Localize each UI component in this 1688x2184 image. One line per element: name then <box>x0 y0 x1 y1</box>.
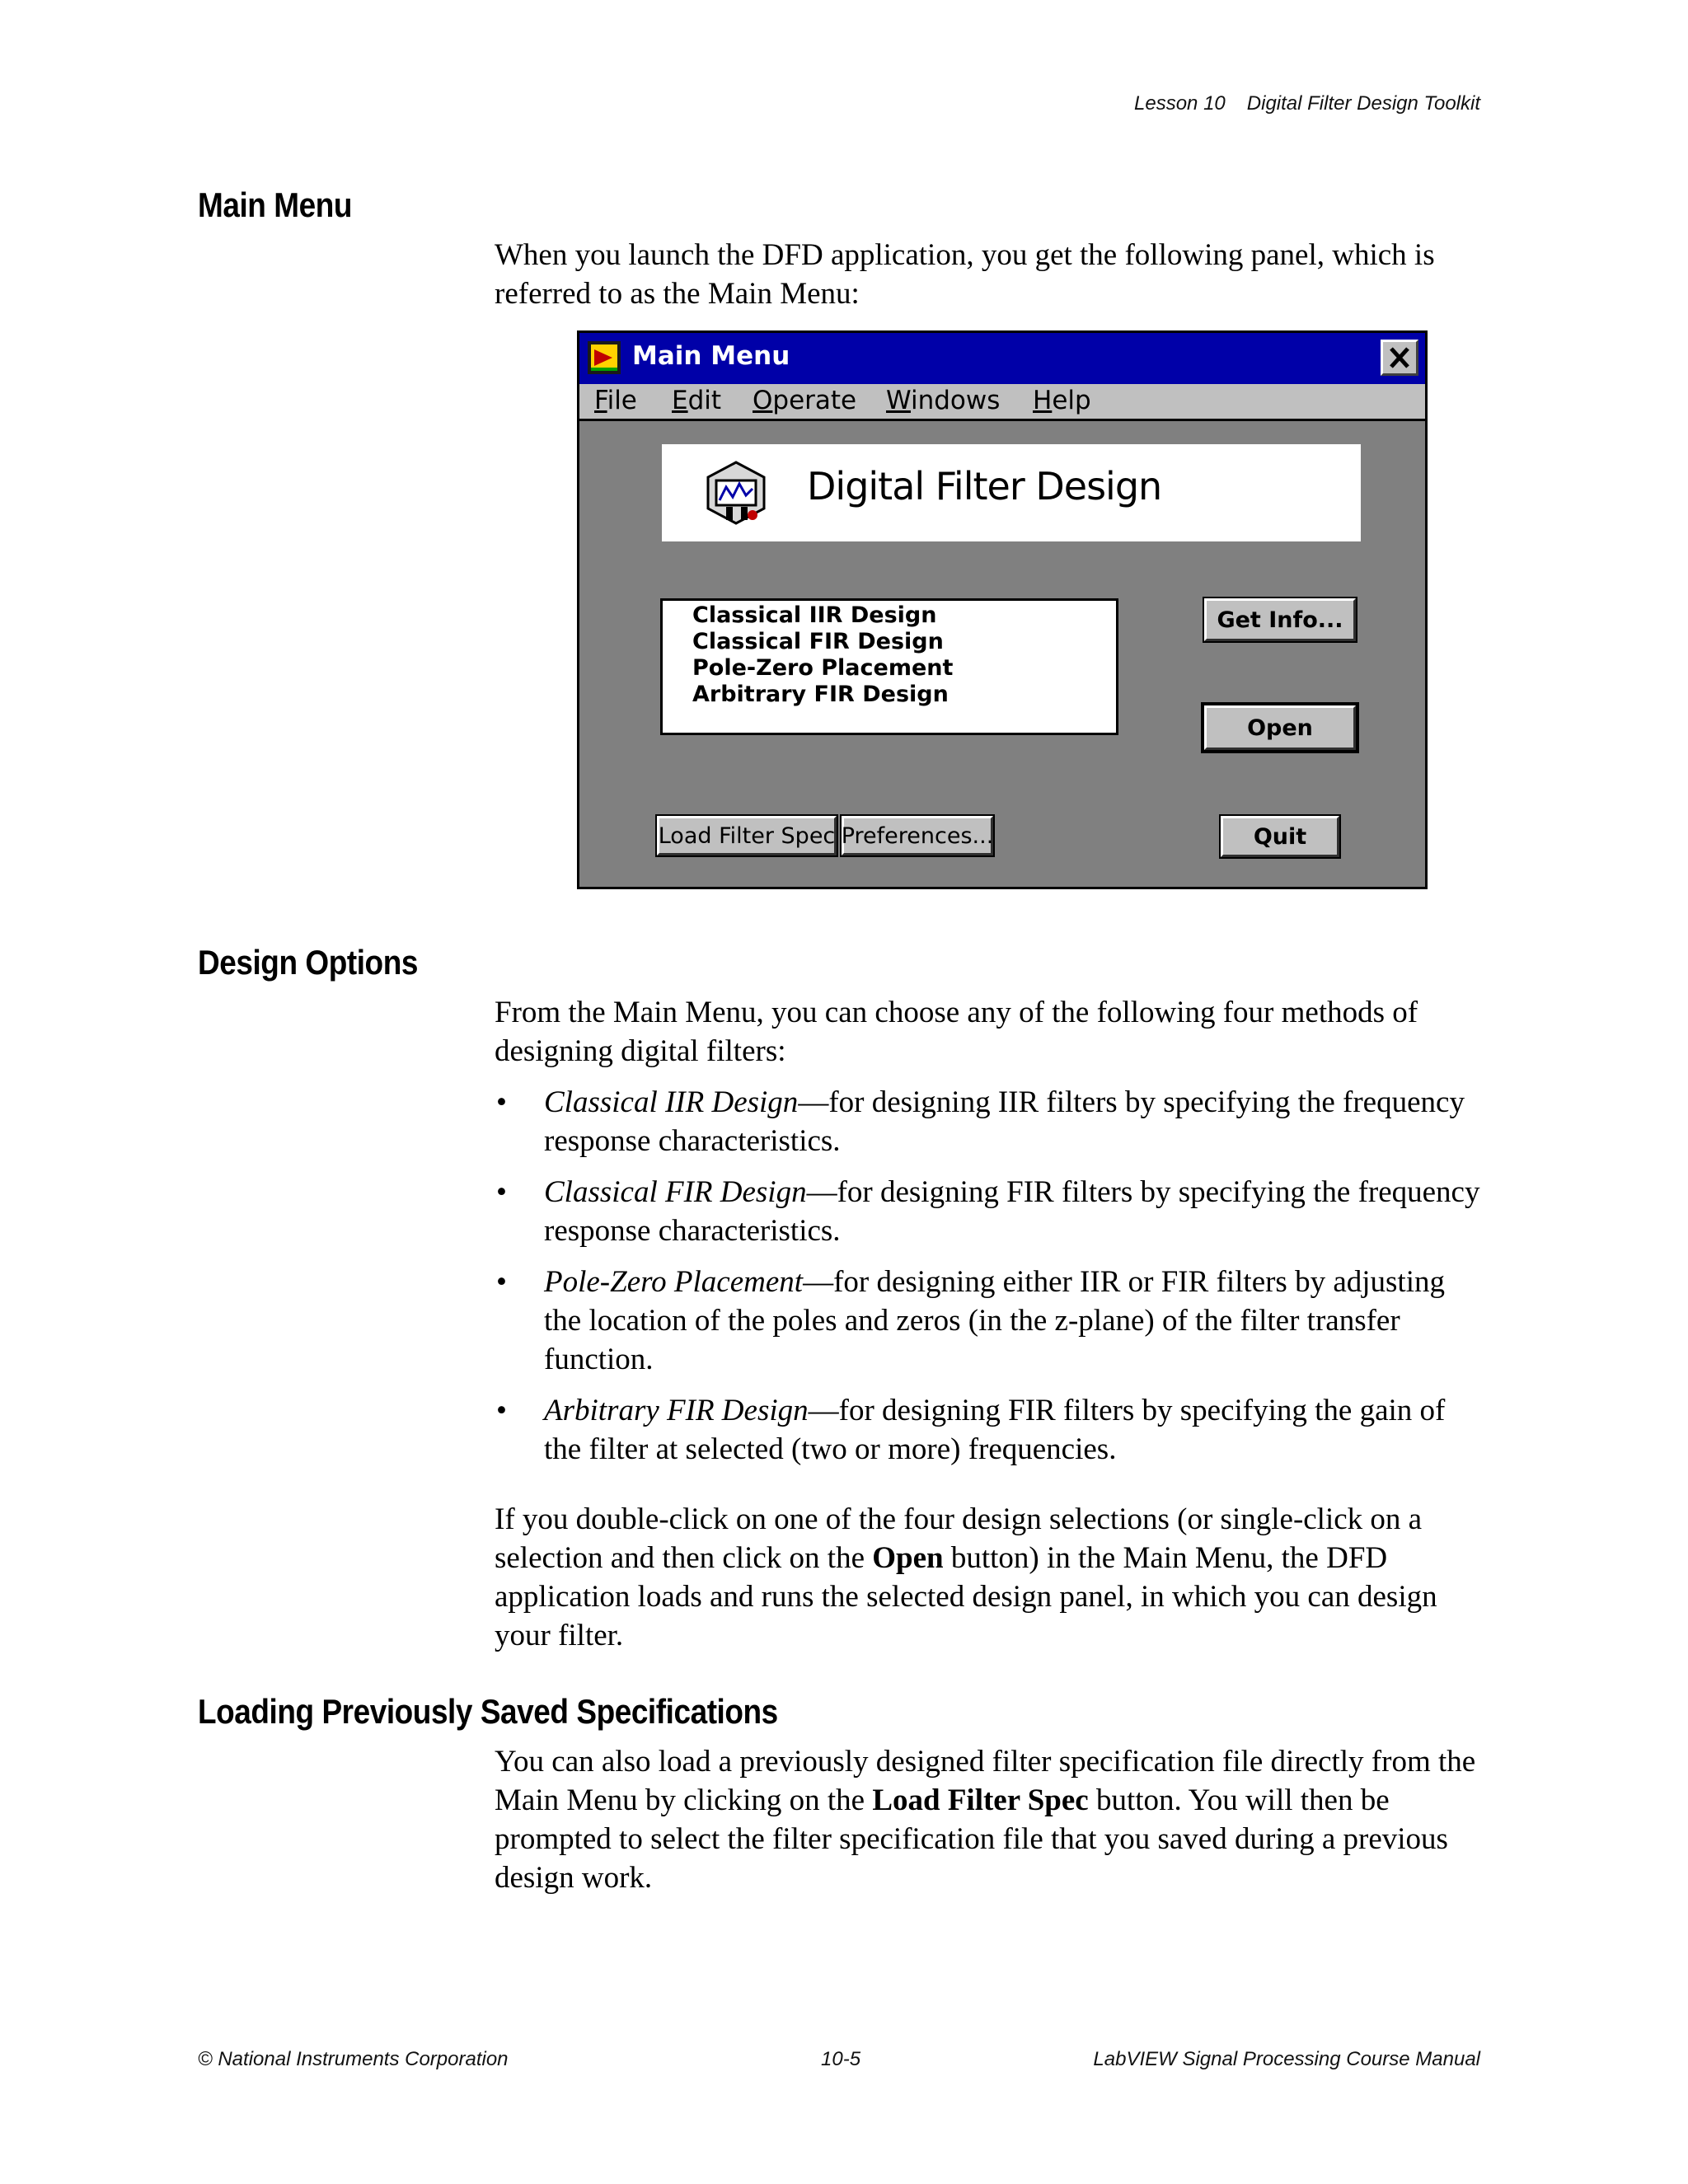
method-description: —for designing FIR filters by specifying the gain of the filter at selected (two or more) frequencies. <box>544 1394 1446 1466</box>
open-button[interactable]: Open <box>1204 705 1356 750</box>
list-item[interactable]: Pole-Zero Placement <box>692 655 954 681</box>
window-titlebar <box>579 333 1425 384</box>
menu-help[interactable]: Help <box>1033 386 1091 415</box>
design-options-body <box>495 993 1489 1655</box>
filter-design-logo-icon <box>701 459 771 527</box>
method-description: —for designing either IIR or FIR filters by adjusting the location of the poles and zeros (in the z-plane) of the filter transfer function. <box>544 1265 1445 1376</box>
method-name: Pole-Zero Placement <box>544 1265 804 1299</box>
list-item <box>495 1391 1489 1469</box>
window-title: Main Menu <box>632 341 790 371</box>
menu-bar <box>579 384 1425 421</box>
method-name: Classical IIR Design <box>544 1085 799 1119</box>
footer-page-number: 10-5 <box>821 2048 861 2070</box>
list-item[interactable]: Arbitrary FIR Design <box>692 682 949 707</box>
logo-panel <box>662 444 1361 541</box>
loading-specs-paragraph <box>495 1742 1489 1897</box>
design-options-intro: From the Main Menu, you can choose any of the following four methods of designing digital filters: <box>495 996 1418 1068</box>
footer-manual-title: LabVIEW Signal Processing Course Manual <box>1093 2048 1480 2070</box>
list-item[interactable]: Classical FIR Design <box>692 629 944 654</box>
running-header <box>1134 92 1480 115</box>
design-selection-listbox[interactable] <box>660 598 1118 735</box>
labview-app-icon <box>586 340 622 376</box>
method-description: —for designing FIR filters by specifying the frequency response characteristics. <box>544 1175 1480 1248</box>
para-bold-open: Open <box>872 1541 944 1575</box>
heading-loading-specs: Loading Previously Saved Specifications <box>198 1692 778 1731</box>
list-item <box>495 1083 1489 1160</box>
menu-edit[interactable]: Edit <box>672 386 722 415</box>
heading-main-menu: Main Menu <box>198 185 352 224</box>
para-text: button. You will then be prompted to select the filter specification file that you saved during a previous design work. <box>495 1783 1448 1895</box>
method-description: —for designing IIR filters by specifying the frequency response characteristics. <box>544 1085 1465 1158</box>
menu-operate[interactable]: Operate <box>753 386 857 415</box>
main-menu-intro <box>495 236 1489 313</box>
close-button[interactable] <box>1381 340 1418 376</box>
list-item <box>495 1263 1489 1379</box>
para-bold-load-filter-spec: Load Filter Spec <box>872 1783 1089 1817</box>
logo-title: Digital Filter Design <box>807 464 1162 509</box>
list-item <box>495 1173 1489 1250</box>
para-text: button) in the Main Menu, the DFD application loads and runs the selected design panel, in which you can design your filter. <box>495 1541 1437 1652</box>
quit-button[interactable]: Quit <box>1221 816 1339 857</box>
para-text: If you double-click on one of the four design selections (or single-click on a selection and then click on the <box>495 1502 1423 1575</box>
method-name: Classical FIR Design <box>544 1175 807 1209</box>
loading-specs-body <box>495 1742 1489 1897</box>
para-text: You can also load a previously designed filter specification file directly from the Main Menu by clicking on the <box>495 1745 1476 1817</box>
running-header-title: Digital Filter Design Toolkit <box>1246 92 1480 115</box>
menu-file[interactable]: File <box>594 386 637 415</box>
get-info-button[interactable]: Get Info... <box>1204 598 1356 641</box>
main-menu-window-screenshot <box>577 330 1428 889</box>
footer-copyright: © National Instruments Corporation <box>198 2048 509 2070</box>
close-icon <box>1383 342 1416 373</box>
design-methods-list <box>495 1083 1489 1469</box>
method-name: Arbitrary FIR Design <box>544 1394 809 1427</box>
load-filter-spec-button[interactable]: Load Filter Spec <box>657 816 837 855</box>
running-header-lesson: Lesson 10 <box>1134 92 1226 115</box>
list-item[interactable]: Classical IIR Design <box>692 602 937 628</box>
menu-windows[interactable]: Windows <box>886 386 1001 415</box>
heading-design-options: Design Options <box>198 943 418 982</box>
preferences-button[interactable]: Preferences... <box>842 816 993 855</box>
design-options-paragraph <box>495 1500 1489 1655</box>
main-menu-intro-text: When you launch the DFD application, you get the following panel, which is referred to as the Main Menu: <box>495 238 1435 311</box>
